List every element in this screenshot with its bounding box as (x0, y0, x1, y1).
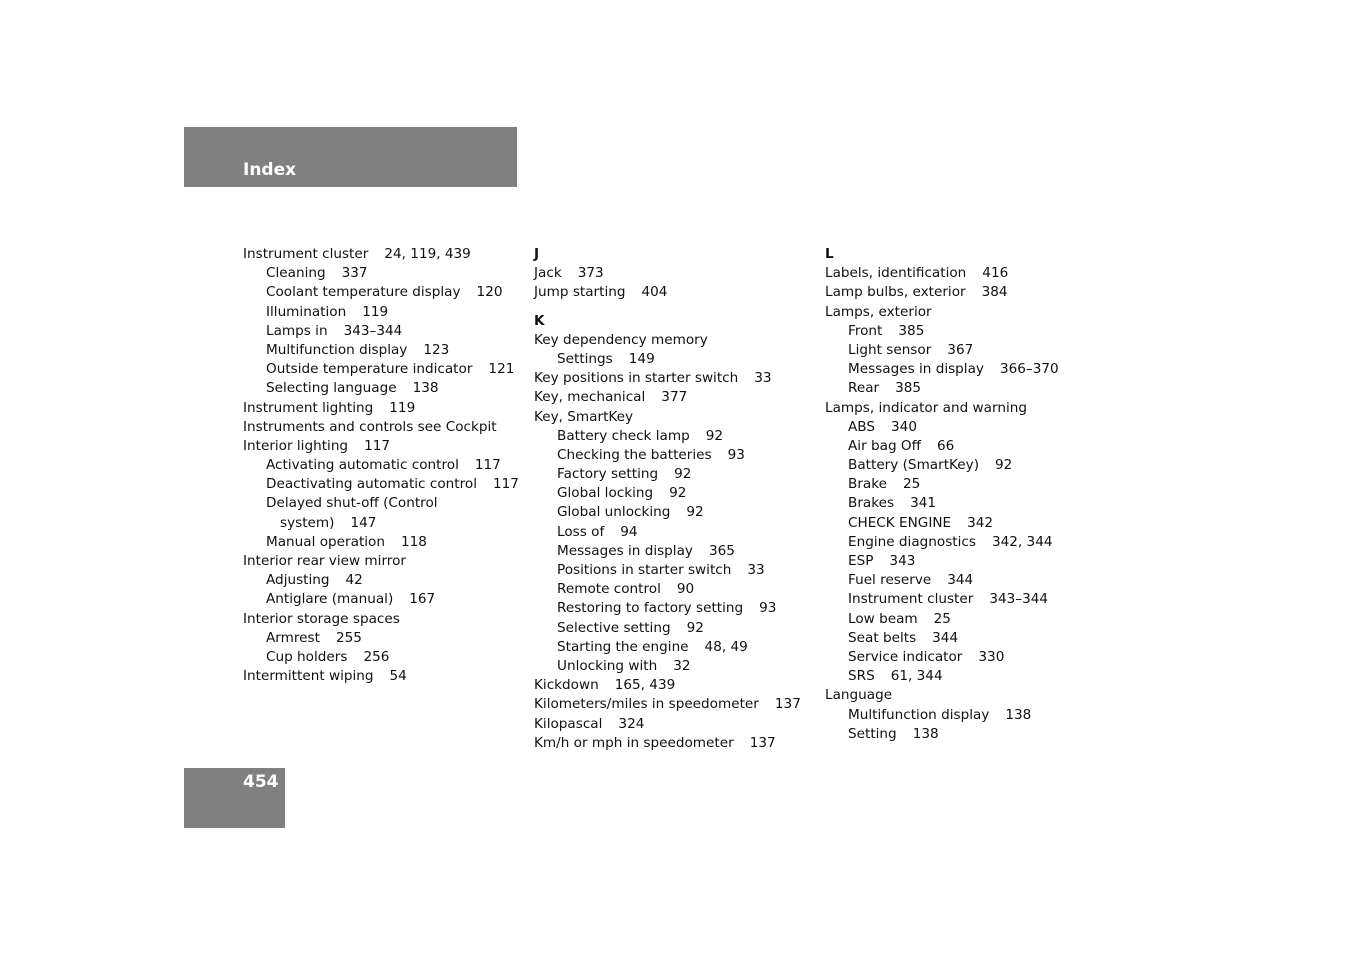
entry-text: Manual operation (266, 533, 385, 550)
index-entry (243, 399, 528, 418)
entry-text: Positions in starter switch (557, 562, 732, 578)
index-entry (243, 629, 528, 648)
index-letter-heading (825, 245, 1110, 264)
entry-text: Restoring to factory setting (557, 600, 744, 617)
index-entry (825, 379, 1110, 398)
entry-text: Antiglare (manual) (266, 591, 394, 608)
index-entry (534, 523, 819, 542)
entry-text: Cup holders (266, 648, 348, 665)
index-entry (825, 610, 1110, 629)
entry-text: Global unlocking (557, 504, 671, 521)
entry-page-ref[interactable]: 337 (341, 265, 368, 282)
index-entry (534, 561, 819, 580)
entry-text: system) (280, 514, 335, 531)
header-bar (184, 127, 517, 187)
entry-page-ref[interactable]: 123 (423, 341, 450, 358)
index-letter-heading (534, 312, 819, 331)
entry-text: Service indicator (848, 648, 963, 665)
entry-text: Low beam (848, 610, 918, 627)
entry-text: Multifunction display (266, 341, 408, 358)
index-entry (825, 418, 1110, 437)
entry-text: Kilometers/miles in speedometer (534, 696, 759, 713)
entry-page-ref[interactable]: 385 (895, 380, 922, 397)
entry-page-ref[interactable]: 54 (389, 668, 407, 685)
entry-text: Brakes (848, 495, 895, 512)
entry-text: Key positions in starter switch (534, 370, 739, 387)
index-entry (825, 322, 1110, 341)
index-entry (825, 725, 1110, 744)
entry-page-ref[interactable]: 373 (577, 265, 604, 282)
entry-page-ref[interactable]: 25 (933, 610, 951, 627)
entry-page-ref[interactable]: 33 (754, 370, 772, 387)
entry-page-ref[interactable]: 342, 344 (991, 533, 1053, 550)
entry-page-ref[interactable]: 377 (661, 389, 688, 406)
index-entry (243, 379, 528, 398)
index-entry (825, 399, 1110, 418)
entry-text: Jump starting (534, 284, 626, 301)
entry-text: Selective setting (557, 619, 671, 636)
entry-page-ref[interactable]: 344 (947, 572, 974, 589)
entry-page-ref[interactable]: 365 (708, 542, 735, 559)
entry-text: Setting (848, 725, 897, 742)
index-entry (825, 648, 1110, 667)
entry-text: Delayed shut-off (Control (266, 495, 438, 512)
entry-text: Illumination (266, 303, 347, 320)
index-entry (825, 590, 1110, 609)
index-entry (534, 446, 819, 465)
index-entry (243, 341, 528, 360)
letter-label: K (534, 312, 545, 329)
index-entry (243, 514, 528, 533)
entry-page-ref[interactable]: 117 (492, 476, 519, 493)
index-entry (825, 667, 1110, 686)
entry-page-ref[interactable]: 324 (618, 715, 645, 732)
entry-page-ref[interactable]: 42 (345, 572, 363, 589)
entry-text: Messages in display (557, 542, 693, 559)
entry-text: SRS (848, 668, 875, 685)
entry-text: Armrest (266, 629, 320, 646)
entry-page-ref[interactable]: 256 (363, 648, 390, 665)
entry-text: Interior storage spaces (243, 610, 400, 627)
letter-label: L (825, 246, 834, 262)
index-entry (243, 610, 528, 629)
entry-text: Multifunction display (848, 706, 990, 723)
index-entry (534, 619, 819, 638)
entry-page-ref[interactable]: 385 (898, 322, 925, 339)
entry-text: Checking the batteries (557, 446, 712, 463)
index-entry (243, 245, 528, 264)
entry-text: Messages in display (848, 361, 984, 378)
index-entry (825, 552, 1110, 571)
entry-text: CHECK ENGINE (848, 514, 952, 531)
entry-page-ref[interactable]: 342 (967, 514, 994, 531)
entry-page-ref[interactable]: 121 (488, 361, 515, 378)
index-entry (534, 350, 819, 369)
index-entry (534, 599, 819, 618)
entry-text: Language (825, 687, 893, 704)
index-entry (534, 484, 819, 503)
entry-text: Selecting language (266, 380, 397, 397)
index-entry (534, 657, 819, 676)
entry-text: Km/h or mph in speedometer (534, 734, 734, 751)
entry-text: Fuel reserve (848, 572, 932, 589)
index-entry (534, 264, 819, 283)
entry-page-ref[interactable]: 367 (947, 341, 974, 358)
index-entry (825, 686, 1110, 705)
entry-text: Battery check lamp (557, 427, 690, 444)
index-entry (534, 331, 819, 350)
entry-text: Lamps, indicator and warning (825, 399, 1027, 416)
index-entry (243, 360, 528, 379)
entry-page-ref[interactable]: 92 (674, 466, 692, 483)
entry-text: Outside temperature indicator (266, 361, 473, 378)
index-entry (825, 456, 1110, 475)
entry-page-ref[interactable]: 92 (995, 457, 1013, 474)
entry-page-ref[interactable]: 93 (727, 446, 745, 463)
index-entry (534, 427, 819, 446)
entry-page-ref[interactable]: 61, 344 (890, 668, 943, 685)
entry-text: Interior lighting (243, 437, 349, 454)
entry-page-ref[interactable]: 92 (705, 427, 724, 444)
entry-text: Instrument cluster (243, 246, 369, 262)
index-column-2 (534, 245, 819, 753)
entry-text: Settings (557, 350, 613, 367)
entry-text: Battery (SmartKey) (848, 457, 980, 474)
index-entry (534, 369, 819, 388)
entry-text: Kickdown (534, 677, 599, 694)
entry-text: Cleaning (266, 265, 326, 282)
index-entry (534, 715, 819, 734)
entry-page-ref[interactable]: 149 (628, 350, 655, 367)
index-entry (243, 418, 528, 437)
entry-text: Interior rear view mirror (243, 553, 406, 569)
index-entry (825, 283, 1110, 302)
entry-page-ref[interactable]: 416 (982, 265, 1009, 282)
entry-text: Air bag Off (848, 437, 921, 454)
entry-text: Factory setting (557, 466, 659, 483)
entry-text: Labels, identification (825, 265, 967, 282)
entry-page-ref[interactable]: 341 (910, 495, 937, 512)
entry-page-ref[interactable]: 90 (676, 581, 695, 598)
entry-page-ref[interactable]: 147 (350, 514, 377, 531)
entry-text: Activating automatic control (266, 457, 459, 474)
entry-text: Key dependency memory (534, 331, 708, 348)
index-entry (243, 667, 528, 686)
index-entry (243, 552, 528, 571)
entry-text: Light sensor (848, 341, 932, 358)
index-entry (825, 437, 1110, 456)
index-entry (243, 590, 528, 609)
entry-text: Brake (848, 476, 887, 493)
index-entry (243, 533, 528, 552)
index-entry (825, 629, 1110, 648)
entry-text: Remote control (557, 581, 661, 598)
index-entry (243, 494, 528, 513)
page-number-box (184, 768, 285, 828)
entry-text: Unlocking with (557, 657, 658, 674)
entry-page-ref[interactable]: 138 (1005, 706, 1032, 723)
entry-page-ref[interactable]: 93 (759, 600, 777, 617)
index-entry (243, 648, 528, 667)
index-entry (243, 475, 528, 494)
index-entry (825, 341, 1110, 360)
entry-text: Loss of (557, 523, 605, 540)
index-entry (534, 503, 819, 522)
entry-text: Jack (534, 265, 562, 282)
entry-text: Deactivating automatic control (266, 476, 477, 493)
entry-text: Adjusting (266, 572, 330, 589)
entry-page-ref[interactable]: 94 (620, 523, 638, 540)
entry-page-ref[interactable]: 92 (669, 485, 687, 502)
index-entry (534, 676, 819, 695)
index-entry (825, 514, 1110, 533)
entry-page-ref[interactable]: 92 (686, 619, 704, 636)
entry-text: Lamps in (266, 322, 328, 339)
index-entry (825, 264, 1110, 283)
entry-text: Lamp bulbs, exterior (825, 284, 966, 301)
entry-page-ref[interactable]: 66 (936, 437, 955, 454)
index-entry (243, 283, 528, 302)
index-entry (243, 571, 528, 590)
entry-text: Global locking (557, 485, 654, 502)
entry-text: Coolant temperature display (266, 284, 461, 301)
index-entry (825, 360, 1110, 379)
entry-page-ref[interactable]: 138 (412, 380, 439, 397)
index-entry (825, 706, 1110, 725)
entry-text: ABS (848, 418, 876, 435)
index-entry (825, 475, 1110, 494)
entry-text: Instruments and controls see Cockpit (243, 418, 497, 435)
index-entry (243, 322, 528, 341)
letter-label: J (534, 246, 540, 262)
entry-page-ref[interactable]: 384 (981, 284, 1008, 301)
index-entry (534, 283, 819, 302)
entry-page-ref[interactable]: 137 (749, 734, 776, 751)
index-column-3 (825, 245, 1110, 744)
entry-page-ref[interactable]: 32 (673, 657, 691, 674)
entry-text: Kilopascal (534, 715, 603, 732)
index-entry (243, 437, 528, 456)
entry-text: ESP (848, 553, 874, 569)
entry-page-ref[interactable]: 33 (747, 562, 765, 578)
entry-page-ref[interactable]: 366–370 (999, 361, 1059, 378)
index-entry (534, 580, 819, 599)
entry-text: Starting the engine (557, 638, 689, 655)
entry-page-ref[interactable]: 25 (903, 476, 921, 493)
entry-page-ref[interactable]: 118 (401, 533, 427, 550)
index-entry (825, 494, 1110, 513)
entry-page-ref[interactable]: 117 (474, 457, 501, 474)
entry-page-ref[interactable]: 119 (362, 303, 389, 320)
entry-page-ref[interactable]: 404 (641, 284, 668, 301)
entry-page-ref[interactable]: 92 (686, 504, 704, 521)
entry-page-ref[interactable]: 120 (476, 284, 503, 301)
entry-page-ref[interactable]: 343–344 (343, 322, 403, 339)
entry-page-ref[interactable]: 344 (932, 629, 959, 646)
entry-text: Engine diagnostics (848, 533, 976, 550)
entry-page-ref[interactable]: 165, 439 (614, 677, 676, 694)
index-letter-heading (534, 245, 819, 264)
entry-page-ref[interactable]: 255 (335, 629, 362, 646)
entry-page-ref[interactable]: 340 (891, 418, 917, 435)
index-entry (534, 542, 819, 561)
entry-text: Key, mechanical (534, 389, 646, 406)
entry-text: Lamps, exterior (825, 303, 932, 320)
index-entry (534, 638, 819, 657)
entry-page-ref[interactable]: 119 (389, 399, 416, 416)
entry-page-ref[interactable]: 167 (409, 591, 436, 608)
entry-page-ref[interactable]: 330 (978, 648, 1005, 665)
page-number: 454 (243, 772, 279, 792)
entry-text: Front (848, 322, 883, 339)
index-column-1 (243, 245, 528, 686)
entry-page-ref[interactable]: 137 (774, 696, 801, 713)
index-entry (534, 465, 819, 484)
entry-page-ref[interactable]: 48, 49 (704, 638, 748, 655)
entry-page-ref[interactable]: 24, 119, 439 (384, 246, 471, 262)
entry-text: Rear (848, 380, 880, 397)
entry-text: Instrument cluster (848, 591, 974, 608)
entry-page-ref[interactable]: 138 (912, 725, 939, 742)
index-entry (243, 264, 528, 283)
index-entry (534, 388, 819, 407)
index-entry (825, 303, 1110, 322)
index-entry (825, 533, 1110, 552)
index-entry (243, 303, 528, 322)
entry-page-ref[interactable]: 117 (364, 437, 391, 454)
entry-page-ref[interactable]: 343 (889, 553, 916, 569)
index-entry (243, 456, 528, 475)
index-entry (825, 571, 1110, 590)
entry-text: Seat belts (848, 629, 917, 646)
page-title: Index (243, 160, 297, 180)
entry-text: Key, SmartKey (534, 408, 634, 425)
index-entry (534, 734, 819, 753)
entry-page-ref[interactable]: 343–344 (989, 591, 1049, 608)
entry-text: Intermittent wiping (243, 668, 374, 685)
index-entry (534, 408, 819, 427)
entry-text: Instrument lighting (243, 399, 374, 416)
index-entry (534, 695, 819, 714)
